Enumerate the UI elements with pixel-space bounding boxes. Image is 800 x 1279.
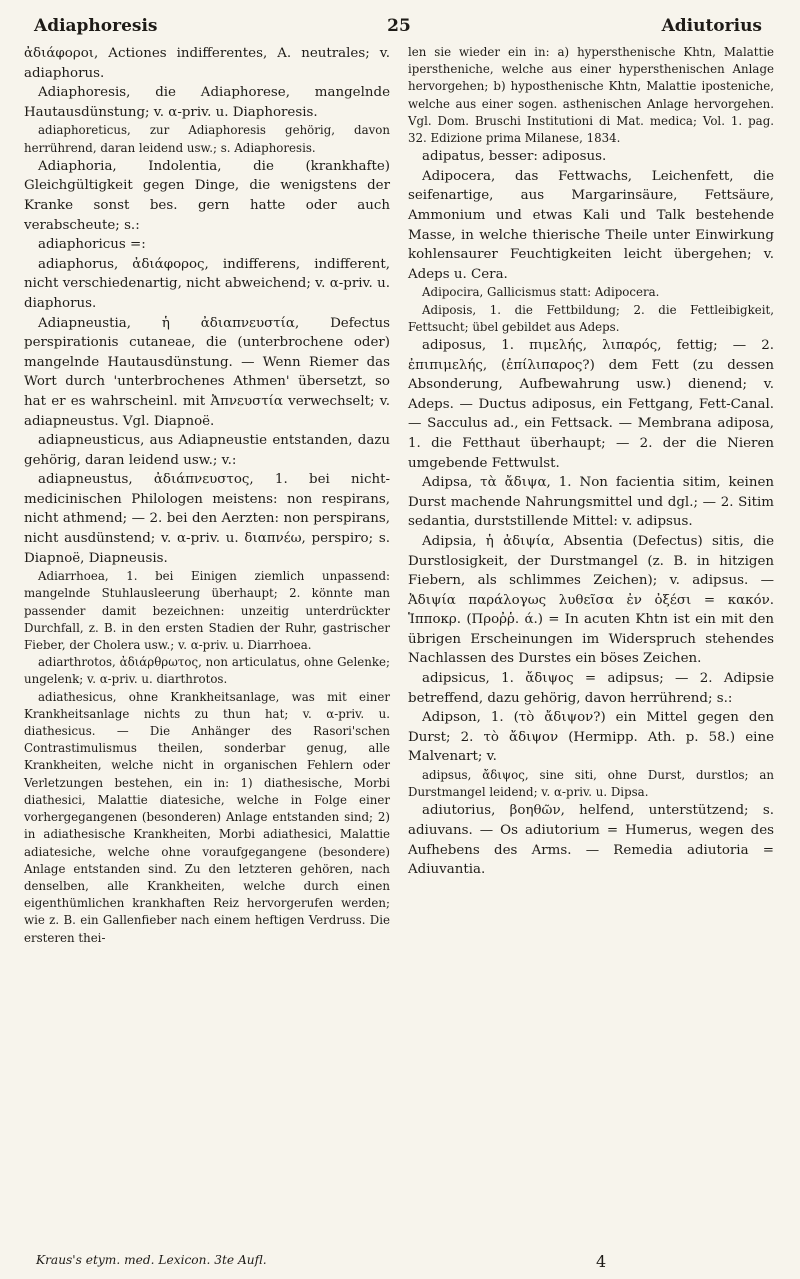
entry-adiutorius: adiutorius, βοηθῶν, helfend, unterstützend; s. adiuvans. — Os adiutorium = Humerus, wegen des Aufhebens des Arms. — Remedia adiutoria = Adiuvantia. bbox=[408, 803, 774, 878]
entry-adiaphoreticus: adiaphoreticus, zur Adiaphoresis gehörig, davon herrührend, daran leidend usw.; s. Adiaphoresis. bbox=[24, 123, 390, 155]
entry-adiarthrotos: adiarthrotos, ἀδιάρθρωτος, non articulatus, ohne Gelenke; ungelenk; v. α-priv. u. diarthrotos. bbox=[24, 655, 390, 687]
entry-adipsia: Adipsia, ἡ ἀδιψία, Absentia (Defectus) sitis, die Durstlosigkeit, der Durstmangel (z. B. in hitzigen Fiebern, als schlimmes Zeichen); v. adipsus. — Ἀδιψία παράλογως λυθεῖσα ἐν ὀξέσι = κακόν. Ἱπποκρ. (Προῤῥ. ά.) = In acuten Khtn ist ein mit den übrigen Erscheinungen im Widerspruch stehendes Nachlassen des Durstes ein böses Zeichen. bbox=[408, 533, 774, 667]
entry-adiaphoroi: ἀδιάφοροι, Actiones indifferentes, A. neutrales; v. adiaphorus. bbox=[24, 46, 390, 81]
entry-adipsicus: adipsicus, 1. ἄδιψος = adipsus; — 2. Adipsie betreffend, dazu gehörig, davon herrührend; s.: bbox=[408, 671, 774, 706]
entry-adipatus: adipatus, besser: adiposus. bbox=[422, 149, 607, 165]
entry-adiposus: adiposus, 1. πιμελής, λιπαρός, fettig; — 2. ἐπιπιμελής, (ἐπίλιπαρος?) dem Fett (zu dessen Absonderung, Aufbewahrung usw.) dienend; v. Adeps. — Ductus adiposus, ein Fettgang, Fett-Canal. — Sacculus ad., ein Fettsack. — Membrana adiposa, 1. die Fetthaut überhaupt; — 2. der die Nieren umgebende Fettwulst. bbox=[408, 337, 774, 471]
entry-adiapneusticus: adiapneusticus, aus Adiapneustie entstanden, dazu gehörig, daran leidend usw.; v.: bbox=[24, 433, 390, 468]
right-column bbox=[408, 44, 774, 947]
page-number: 25 bbox=[387, 16, 411, 36]
entry-adipocira: Adipocira, Gallicismus statt: Adipocera. bbox=[422, 285, 660, 300]
left-column bbox=[24, 44, 390, 947]
entry-adipocera: Adipocera, das Fettwachs, Leichenfett, die seifenartige, aus Margarinsäure, Fettsäure, Ammonium und etwas Kali und Talk bestehende Masse, in welche thierische Theile unter Einwirkung kohlensaurer Feuchtigkeiten leicht übergehen; v. Adeps u. Cera. bbox=[408, 168, 774, 282]
entry-adiaphoricus: adiaphoricus =: bbox=[38, 237, 146, 253]
entry-adiapneustus: adiapneustus, ἀδιάπνευστος, 1. bei nicht-medicinischen Philologen meistens: non respirans, nicht athmend; — 2. bei den Aerzten: non perspirans, nicht ausdünstend; v. α-priv. u. διαπνέω, perspiro; s. Diapnoë, Diapneusis. bbox=[24, 472, 390, 566]
header-right-keyword: Adiutorius bbox=[661, 16, 762, 36]
entry-adipsus: adipsus, ἄδιψος, sine siti, ohne Durst, durstlos; an Durstmangel leidend; v. α-priv. u. Dipsa. bbox=[408, 768, 774, 800]
entry-adiapneustia: Adiapneustia, ἡ ἀδιαπνευστία, Defectus perspirationis cutaneae, die (unterbrochene oder) mangelnde Hautausdünstung. — Wenn Riemer das Wort durch 'unterbrochenes Athmen' übersetzt, so hat er es wahrscheinl. mit Ἀπνευστία verwechselt; v. adiapneustus. Vgl. Diapnoë. bbox=[24, 315, 390, 429]
header-left-keyword: Adiaphoresis bbox=[34, 16, 158, 36]
signature-line: Kraus's etym. med. Lexicon. 3te Aufl. bbox=[36, 1253, 267, 1267]
entry-adiaphoria: Adiaphoria, Indolentia, die (krankhafte) Gleichgültigkeit gegen Dinge, die wenigstens der Kranke sonst bes. gern hatte oder auch verabscheute; s.: bbox=[24, 158, 390, 233]
entry-adipson: Adipson, 1. (τὸ ἄδιψον?) ein Mittel gegen den Durst; 2. τὸ ἄδιψον (Hermipp. Ath. p. 58.) eine Malvenart; v. bbox=[408, 710, 774, 765]
entry-adipsa: Adipsa, τὰ ἄδιψα, 1. Non facientia sitim, keinen Durst machende Nahrungsmittel und dgl.; — 2. Sitim sedantia, durststillende Mittel: v. adipsus. bbox=[408, 475, 774, 530]
entry-adiathesicus: adiathesicus, ohne Krankheitsanlage, was mit einer Krankheitsanlage nichts zu thun hat; v. α-priv. u. diathesicus. — Die Anhänger des Rasori'schen Contrastimulismus theilen, sonderbar genug, alle Krankheiten, welche nicht in organischen Fehlern oder Verletzungen bestehen, ein in: 1) diathesische, Morbi diathesici, Malattie diatesiche, welche in Folge einer vorhergegangenen (besonderen) Anlage entstanden sind; 2) in adiathesische Krankheiten, Morbi adiathesici, Malattie adiatesiche, welche ohne voraufgegangene (besondere) Anlage entstanden sind. Zu den letzteren gehören, nach denselben, alle Krankheiten, welche durch einen eigenthümlichen krankhaften Reiz hervorgerufen werden; wie z. B. ein Gallenfieber nach einem heftigen Verdruss. Die ersteren thei- bbox=[24, 689, 390, 945]
entry-adiposis: Adiposis, 1. die Fettbildung; 2. die Fettleibigkeit, Fettsucht; übel gebildet aus Adeps. bbox=[408, 302, 774, 334]
entry-adiaphorus: adiaphorus, ἀδιάφορος, indifferens, indifferent, nicht verschiedenartig, nicht abweichend; v. α-priv. u. diaphorus. bbox=[24, 256, 390, 311]
sheet-number: 4 bbox=[596, 1252, 607, 1271]
entry-adiaphoresis: Adiaphoresis, die Adiaphorese, mangelnde Hautausdünstung; v. α-priv. u. Diaphoresis. bbox=[24, 85, 390, 120]
running-header bbox=[24, 14, 774, 44]
entry-continuation: len sie wieder ein in: a) hypersthenische Khtn, Malattie iperstheniche, welche aus einer hypersthenischen Anlage hervorgehen; b) hyposthenische Khtn, Malattie iposteniche, welche aus einer sogen. asthenischen Anlage hervorgehen. Vgl. Dom. Bruschi Institutioni di Mat. medica; Vol. 1. pag. 32. Edizione prima Milanese, 1834. bbox=[408, 45, 774, 146]
entry-adiarrhoea: Adiarrhoea, 1. bei Einigen ziemlich unpassend: mangelnde Stuhlausleerung überhaupt; 2. könnte man passender damit bezeichnen: unzeitig unterdrückter Durchfall, z. B. in den ersten Stadien der Ruhr, gastrischer Fieber, der Cholera usw.; v. α-priv. u. Diarrhoea. bbox=[24, 569, 390, 653]
